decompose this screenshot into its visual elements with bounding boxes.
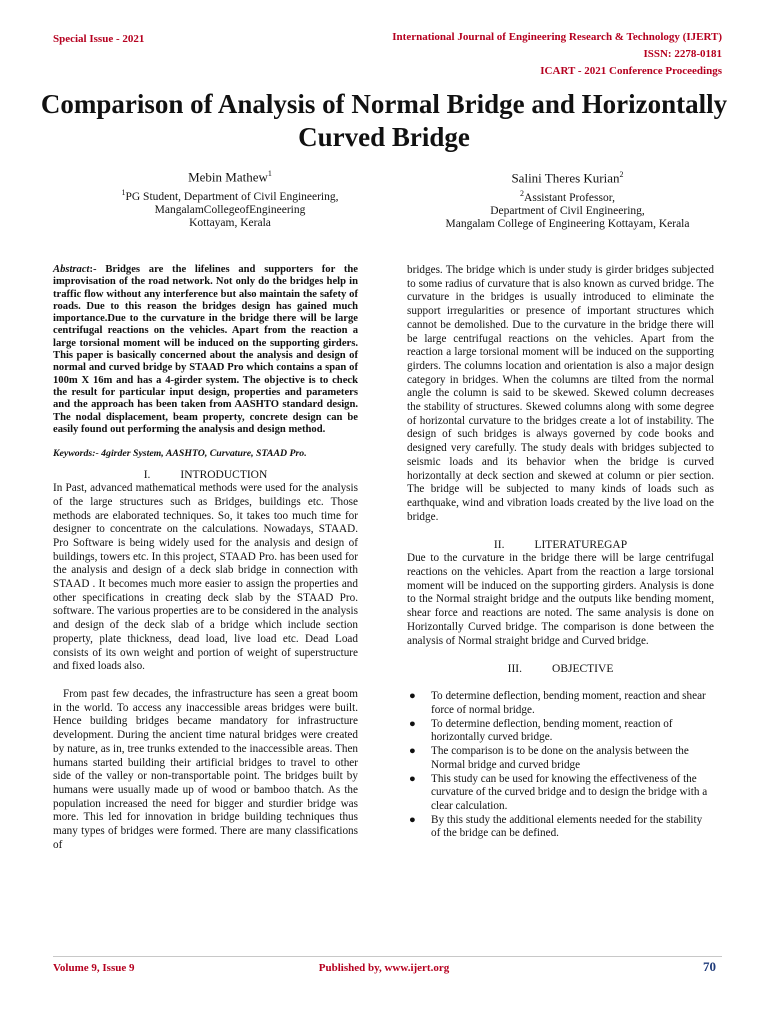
- bullet-icon: ●: [409, 813, 416, 826]
- list-item: ● By this study the additional elements needed for the stability of the bridge can be defined.: [409, 813, 703, 840]
- section-heading-objective: [407, 662, 714, 676]
- affiliation-sup: 2: [520, 189, 525, 199]
- paper-title: Comparison of Analysis of Normal Bridge and Horizontally Curved Bridge: [40, 89, 728, 152]
- bullet-icon: ●: [409, 745, 416, 758]
- bullet-icon: ●: [409, 717, 416, 730]
- abstract: [53, 264, 358, 436]
- list-item: ● This study can be used for knowing the effectiveness of the curvature of the curved bridge and to design the bridge with a clear calculation.: [409, 772, 708, 812]
- author-sup: 2: [619, 170, 624, 179]
- footer-publisher: Published by, www.ijert.org: [318, 962, 450, 974]
- section-number: III.: [507, 663, 523, 676]
- author-name: Salini Theres Kurian: [511, 170, 620, 186]
- intro-paragraph-2: From past few decades, the infrastructure has seen a great boom in the world. To access any inaccessible areas bridges were built. Hence building bridges became mandatory for infrastructure development. During the ancient time natural bridges were created by nature, as in, tree trunks extended to the inaccessible areas. Then humans started building their artificial bridges to travel to other side of the valley or non-transportable point. The bridges built by humans were usually made up of wood or bamboo thatch. As the population increased the need for bigger and sturdier bridge was more. This led for innovation in bridge building techniques thus many types of bridges were formed. There are many classifications of: [53, 688, 358, 851]
- abstract-label: Abstract: [53, 264, 90, 275]
- affiliation-line: MangalamCollegeofEngineering: [154, 204, 306, 217]
- section-heading-literature-gap: [407, 538, 714, 552]
- affiliation-line: Mangalam College of Engineering Kottayam, Kerala: [445, 218, 690, 231]
- author-sup: 1: [267, 169, 272, 178]
- affiliation-sup: 1: [121, 188, 126, 198]
- affiliation-line: Kottayam, Kerala: [189, 217, 271, 230]
- footer-divider: [53, 956, 722, 957]
- right-column: [407, 264, 714, 841]
- issn: ISSN: 2278-0181: [643, 48, 722, 60]
- objective-list: [407, 690, 714, 841]
- abstract-text: Bridges are the lifelines and supporters for the improvisation of the road network. Not only do the bridges help in traffic flow without any interference but also maintain the safety of roads. Due to this reason the bridges design has gained much importance.Due to the curvature in the bridge there will be large centrifugal reactions on the vehicles. Apart from the reaction a large torsional moment will be induced on the supporting girders. This paper is basically concerned about the analysis and design of normal and curved bridge by STAAD Pro which contains a span of 100m X 16m and has a 4-girder system. The objective is to check the result for particular input design, properties and parameters and the approach has been taken from AASHTO standard design. The nodal displacement, beam property, concrete design can be easily found out performing the analysis and design method.: [53, 264, 358, 435]
- abstract-sep: :-: [89, 264, 106, 275]
- literature-gap-paragraph: Due to the curvature in the bridge there will be large centrifugal reactions on the vehicles. Apart from the reaction a large torsional moment will be induced on the supporting girders. Analysis is done to the Normal straight bridge and the outputs like bending moment, shear force and reactions are noted. The same analysis is done on Horizontally Curved bridge. The comparison is done between the analysis of Normal straight bridge and Curved bridge.: [407, 552, 714, 647]
- journal-name: International Journal of Engineering Research & Technology (IJERT): [392, 31, 722, 43]
- keywords: Keywords:- 4girder System, AASHTO, Curvature, STAAD Pro.: [53, 448, 307, 460]
- author-block-1: [40, 165, 420, 230]
- section-number: II.: [493, 539, 505, 552]
- bullet-icon: ●: [409, 690, 416, 703]
- list-item: ● The comparison is to be done on the analysis between the Normal bridge and curved bridge: [409, 745, 689, 771]
- list-item: ● To determine deflection, bending moment, reaction of horizontally curved bridge.: [409, 717, 673, 744]
- section-title: INTRODUCTION: [180, 469, 268, 482]
- affiliation-line: PG Student, Department of Civil Engineering,: [125, 191, 339, 204]
- intro-paragraph-1: In Past, advanced mathematical methods were used for the analysis of the large structures such as Bridges, buildings etc. Those methods are elaborated techniques. So, it takes too much time for designer to concentrate on the calculations. Nowadays, STAAD. Pro Software is being widely used for the analysis and design of buildings, towers etc. In this project, STAAD Pro. has been used for the analysis and design of a deck slab bridge in connection with STAAD . It becomes much more easier to assign the properties and other specifications in creating deck slab by the STAAD Pro. software. The various properties are to be considered in the analysis and design of the deck slab of a bridge which include section property, plate thickness, dead load, live load etc. Dead Load consists of its own weight and portion of weight of superstructure and fixed loads also.: [53, 482, 358, 673]
- author-block-2: [395, 166, 740, 231]
- left-column: [53, 264, 358, 852]
- section-number: I.: [143, 469, 151, 482]
- proceedings: ICART - 2021 Conference Proceedings: [540, 65, 722, 77]
- author-name: Mebin Mathew: [188, 169, 268, 185]
- section-heading-introduction: [53, 468, 358, 482]
- affiliation-line: Assistant Professor,: [524, 192, 615, 205]
- issue-label: Special Issue - 2021: [53, 33, 145, 45]
- section-title: LITERATUREGAP: [534, 539, 628, 552]
- bullet-icon: ●: [409, 772, 416, 785]
- page-number: 70: [703, 959, 716, 974]
- list-item: ● To determine deflection, bending moment, reaction and shear force of normal bridge.: [409, 690, 706, 716]
- affiliation-line: Department of Civil Engineering,: [490, 205, 645, 218]
- section-title: OBJECTIVE: [552, 663, 614, 676]
- footer-volume: Volume 9, Issue 9: [53, 962, 135, 974]
- intro-paragraph-3: bridges. The bridge which is under study is girder bridges subjected to some radius of curvature that is also known as curved bridge. The curvature in the bridges is usually introduced to eliminate the support irregularities or presence of important structures which cannot be demolished. Due to the curvature in the bridge there will be large centrifugal reactions on the vehicles. Apart from the reaction a large torsional moment will be induced on the supporting girders. The columns location and orientation is also a major design category in bridges. When the columns are tilted from the normal angle the column is said to be skewed. Skewed column decreases the stability of structures. Skewed columns along with some degree of horizontal curvature to the bridges create a lot of instability. The design of such bridges is always governed by code books and designed very carefully. The study deals with bridges subjected to seismic loads and its behavior when the bridge is curved horizontally at deck section and skewed at column or pier section. The bridge will be subjected to many kinds of loads such as earthquake, wind and vibration loads created by the live load on the bridge.: [407, 264, 714, 523]
- journal-header: [392, 29, 722, 80]
